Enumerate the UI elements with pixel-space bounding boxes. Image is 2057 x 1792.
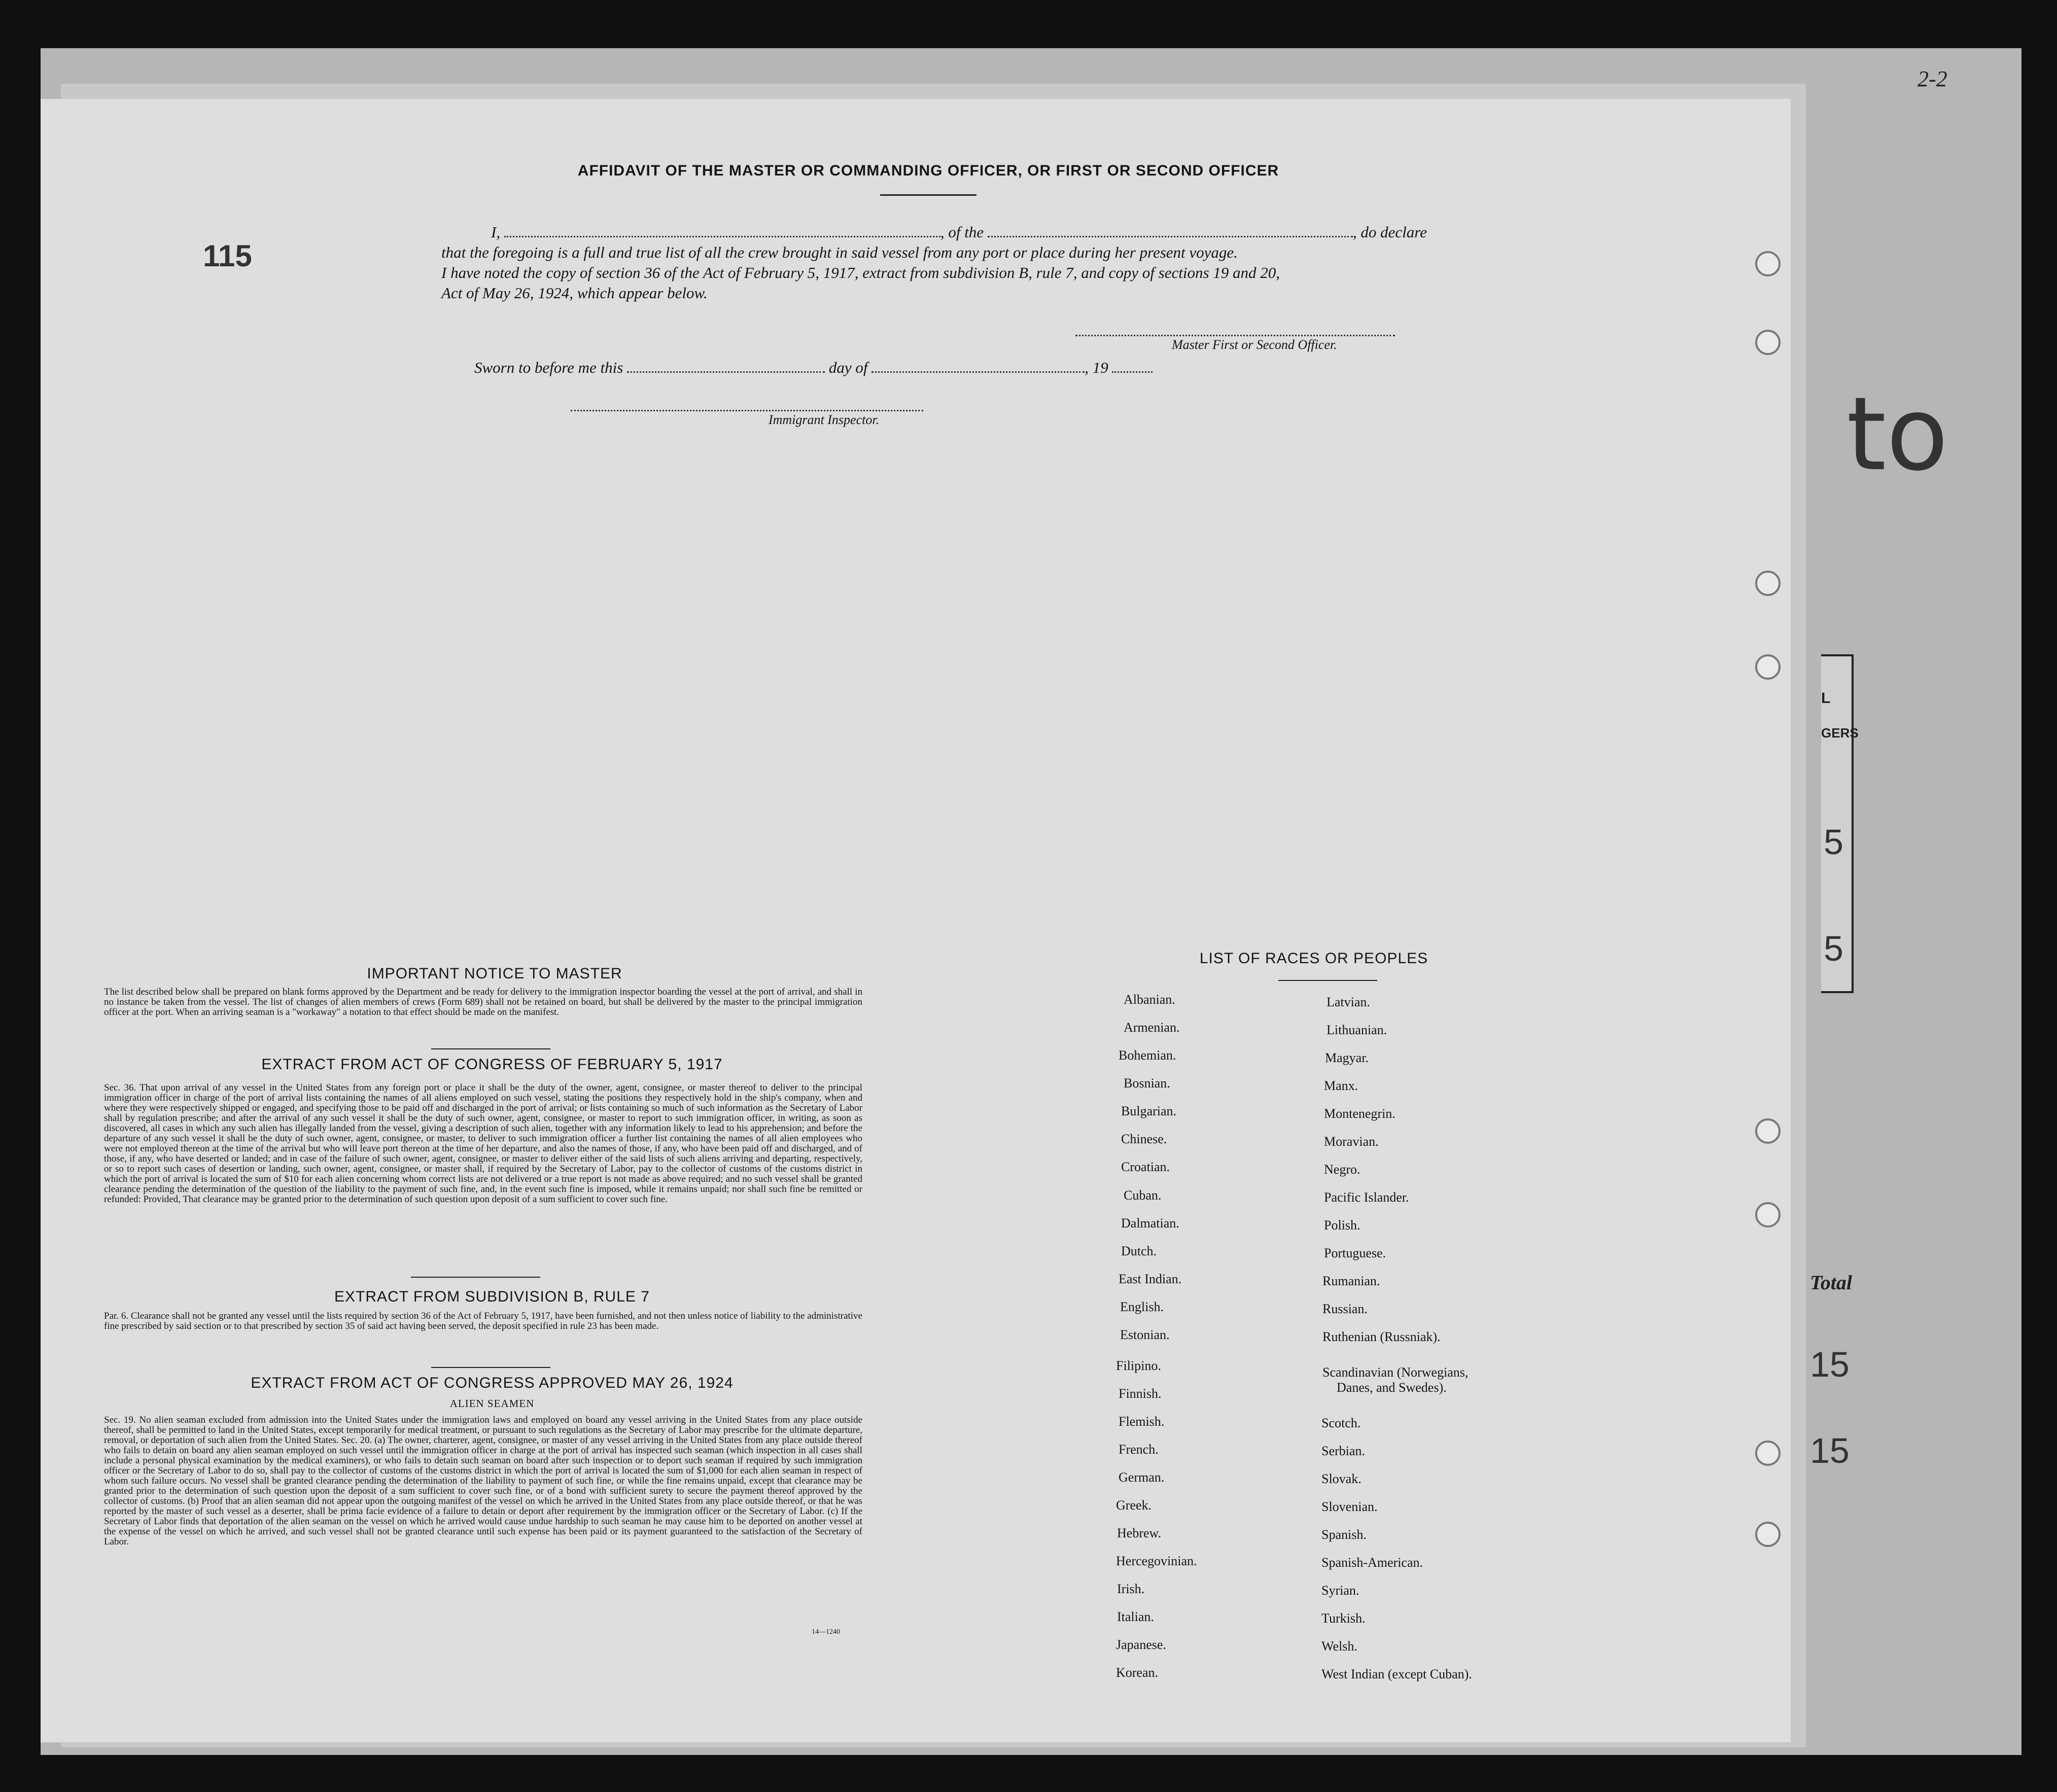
race-item: Dutch. [1121, 1244, 1157, 1258]
race-item: Italian. [1117, 1609, 1154, 1624]
race-item: Japanese. [1116, 1637, 1166, 1652]
race-item: Bosnian. [1124, 1076, 1170, 1091]
sworn-text: Sworn to before me this [474, 359, 623, 376]
race-item: Rumanian. [1322, 1274, 1380, 1288]
race-item: Armenian. [1124, 1020, 1180, 1035]
affidavit-title: AFFIDAVIT OF THE MASTER OR COMMANDING OFFICER, OR FIRST OR SECOND OFFICER [577, 162, 1279, 179]
races-title: LIST OF RACES OR PEOPLES [1199, 950, 1428, 967]
race-item: Portuguese. [1324, 1246, 1386, 1260]
race-item: Ruthenian (Russniak). [1322, 1329, 1441, 1344]
race-item: Moravian. [1324, 1134, 1379, 1149]
sworn-day-of: day of [828, 359, 868, 376]
declaration-line-3: I have noted the copy of section 36 of the Act of February 5, 1917, extract from subdivision B, rule 7, and copy of sections 19 and 20, [441, 264, 1280, 282]
race-item: Scandinavian (Norwegians, [1322, 1365, 1469, 1380]
extract-rule7-body: Par. 6. Clearance shall not be granted any vessel until the lists required by section 36 of the Act of February 5, 1917, have been furnished, and not then unless notice of liability to the administrative fine prescribed by said section or to that prescribed by section 35 of said act having been served, the deposit specified in rule 23 has been made. [104, 1311, 862, 1331]
sworn-year-blank [1112, 371, 1153, 373]
underlying-total-b: 15 [1810, 1431, 1850, 1470]
race-item: Serbian. [1321, 1444, 1365, 1458]
race-item: Danes, and Swedes). [1337, 1380, 1447, 1395]
punch-hole [1755, 1440, 1781, 1466]
punch-hole [1755, 1202, 1781, 1227]
notice-title: IMPORTANT NOTICE TO MASTER [367, 965, 622, 982]
declaration-line-4: Act of May 26, 1924, which appear below. [441, 284, 708, 302]
declaration-line-1 [491, 223, 1427, 241]
race-item: Latvian. [1327, 995, 1370, 1009]
declaration-do-declare: , do declare [1352, 223, 1427, 241]
punch-hole [1755, 1118, 1781, 1144]
race-item: Greek. [1116, 1498, 1152, 1513]
races-rule [1278, 980, 1377, 981]
race-item: Magyar. [1325, 1050, 1369, 1065]
race-item: Negro. [1324, 1162, 1361, 1177]
punch-hole [1755, 330, 1781, 355]
punch-hole [1755, 251, 1781, 276]
race-item: Albanian. [1124, 992, 1175, 1007]
underlying-header-fragment-top: L [1821, 690, 1831, 707]
form-number: 14—1240 [812, 1628, 840, 1636]
race-item: Cuban. [1124, 1188, 1162, 1203]
extract-1924-title: EXTRACT FROM ACT OF CONGRESS APPROVED MAY 26, 1924 [251, 1375, 734, 1391]
race-item: West Indian (except Cuban). [1321, 1667, 1472, 1681]
punch-hole [1755, 1522, 1781, 1547]
race-item: Slovak. [1321, 1471, 1362, 1486]
sworn-month-blank [871, 371, 1085, 373]
page-number-handwritten: 2-2 [1917, 66, 1947, 91]
inspector-signature-label: Immigrant Inspector. [769, 412, 880, 427]
race-item: Pacific Islander. [1324, 1190, 1409, 1205]
race-item: Slovenian. [1321, 1499, 1378, 1514]
notice-rule [431, 1048, 550, 1049]
race-item: Dalmatian. [1121, 1216, 1179, 1231]
race-item: Polish. [1324, 1218, 1361, 1233]
race-item: Syrian. [1321, 1583, 1359, 1598]
sworn-day-blank [627, 371, 825, 373]
punch-hole [1755, 654, 1781, 680]
race-item: English. [1120, 1299, 1164, 1314]
race-item: Filipino. [1116, 1358, 1161, 1373]
race-item: Manx. [1324, 1078, 1358, 1093]
race-item: Irish. [1117, 1582, 1145, 1596]
sworn-year: , 19 [1085, 359, 1108, 376]
handwritten-mark: to [1846, 375, 1948, 494]
extract-1924-subtitle: ALIEN SEAMEN [449, 1397, 535, 1410]
race-item: Russian. [1322, 1302, 1368, 1316]
race-item: Welsh. [1321, 1639, 1357, 1654]
extract-rule7-title: EXTRACT FROM SUBDIVISION B, RULE 7 [334, 1288, 650, 1305]
underlying-total-label: Total [1810, 1271, 1852, 1294]
underlying-header-fragment: GERS [1821, 725, 1859, 741]
race-item: French. [1119, 1442, 1159, 1457]
race-item: Turkish. [1321, 1611, 1366, 1626]
race-item: Hercegovinian. [1116, 1554, 1197, 1568]
race-item: Bulgarian. [1121, 1104, 1177, 1118]
declaration-of-the: , of the [940, 223, 984, 241]
sworn-line [474, 359, 1153, 377]
race-item: East Indian. [1119, 1272, 1182, 1286]
vessel-blank [988, 236, 1353, 237]
extract-rule7-rule [431, 1367, 550, 1368]
race-item: Spanish. [1321, 1527, 1367, 1542]
master-signature-label: Master First or Second Officer. [1172, 337, 1337, 352]
race-item: Croatian. [1121, 1159, 1170, 1174]
race-item: Chinese. [1121, 1132, 1167, 1146]
underlying-count-b: 5 [1824, 929, 1843, 968]
notice-body: The list described below shall be prepared on blank forms approved by the Department and be ready for delivery to the immigration inspector boarding the vessel at the port of arrival, and shall in no instance be taken from the vessel. The list of changes of alien members of crews (Form 689) shall not be retained on board, but shall be delivered by the master to the principal immigration officer at the port. When an arriving seaman is a "workaway" a notation to that effect should be made on the manifest. [104, 987, 862, 1017]
race-item: Lithuanian. [1327, 1023, 1387, 1037]
race-item: Montenegrin. [1324, 1106, 1396, 1121]
extract-1917-rule [411, 1277, 540, 1278]
underlying-count-a: 5 [1824, 822, 1843, 862]
underlying-total-a: 15 [1810, 1345, 1850, 1384]
race-item: Scotch. [1321, 1416, 1361, 1430]
race-item: Bohemian. [1119, 1048, 1176, 1063]
race-item: Korean. [1116, 1665, 1159, 1680]
race-item: Hebrew. [1117, 1526, 1162, 1540]
race-item: Spanish-American. [1321, 1555, 1423, 1570]
race-item: Estonian. [1120, 1327, 1170, 1342]
declaration-i: I, [491, 223, 501, 241]
title-rule [880, 194, 977, 196]
stamp-mark: 115 [203, 239, 252, 273]
name-blank [504, 236, 940, 237]
declaration-line-2: that the foregoing is a full and true list of all the crew brought in said vessel from any port or place during her present voyage. [441, 243, 1238, 261]
extract-1917-title: EXTRACT FROM ACT OF CONGRESS OF FEBRUARY 5, 1917 [261, 1056, 723, 1073]
extract-1917-body: Sec. 36. That upon arrival of any vessel in the United States from any foreign port or place it shall be the duty of the owner, agent, consignee, or master thereof to deliver to the principal immigration officer in charge of the port of arrival lists containing the names of all aliens employed on such vessel, stating the positions they respectively hold in the ship's company, when and where they were respectively shipped or engaged, and specifying those to be paid off and discharged in the port of arrival; or lists containing so much of such information as the Secretary of Labor shall by regulation prescribe; and after the arrival of any such vessel it shall be the duty of such owner, agent, consignee, or master to report to such immigration officer, in writing, as soon as discovered, all cases in which any such alien has illegally landed from the vessel, giving a description of such alien, together with any information likely to lead to his apprehension; and before the departure of any such vessel it shall be the duty of such owner, agent, consignee, or master, to deliver to such immigration officer a further list containing the names of all alien employees who were not employed thereon at the time of the arrival but who will leave port thereon at the time of her departure, and also the names of those, if any, who have been paid off and discharged, and of those, if any, who have deserted or landed; and in case of the failure of such owner, agent, consignee, or master to deliver either of the said lists of such aliens arriving and departing, respectively, or so to report such cases of desertion or landing, such owner, agent, consignee, or master shall, if required by the Secretary of Labor, pay to the collector of customs of the customs district in which the port of arrival is located the sum of $10 for each alien concerning whom correct lists are not delivered or a true report is not made as above required; and no such vessel shall be granted clearance pending the determination of the question of the liability to the payment of such fine, and, in the event such fine is imposed, while it remains unpaid; nor shall such fine be remitted or refunded: Provided, That clearance may be granted prior to the determination of such question upon deposit of a sum sufficient to cover such fine. [104, 1082, 862, 1205]
inspector-signature-line [571, 410, 923, 411]
race-item: Finnish. [1119, 1386, 1162, 1401]
master-signature-line [1075, 335, 1395, 336]
race-item: Flemish. [1119, 1414, 1165, 1429]
race-item: German. [1119, 1470, 1165, 1485]
extract-1924-body: Sec. 19. No alien seaman excluded from admission into the United States under the immigration laws and employed on board any vessel arriving in the United States from any place outside thereof, shall be permitted to land in the United States, except temporarily for medical treatment, or pursuant to such regulations as the Secretary of Labor may prescribe for the ultimate departure, removal, or deportation of such alien from the United States. Sec. 20. (a) The owner, charterer, agent, consignee, or master of any vessel arriving in the United States from any place outside thereof who fails to detain on board any alien seaman employed on such vessel until the immigration officer in charge at the port of arrival has inspected such seaman (which inspection in all cases shall include a personal physical examination by the medical examiners), or who fails to detain such seaman on board after such inspection or to deport such seaman if required by such immigration officer or the Secretary of Labor to do so, shall pay to the collector of customs of the customs district in which the port of arrival is located the sum of $1,000 for each alien seaman in respect of whom such failure occurs. No vessel shall be granted clearance pending the determination of the liability to payment of such fine, or while the fine remains unpaid, except that clearance may be granted prior to the determination of such question upon the deposit of a sum sufficient to cover such fine, or of a bond with sufficient surety to secure the payment thereof approved by the collector of customs. (b) Proof that an alien seaman did not appear upon the outgoing manifest of the vessel on which he arrived in the United States from any place outside thereof, or that he was reported by the master of such vessel as a deserter, shall be prima facie evidence of a failure to detain or deport after requirement by the immigration officer or the Secretary of Labor. (c) If the Secretary of Labor finds that deportation of the alien seaman on the vessel on which he arrived would cause undue hardship to such seaman he may cause him to be deported on another vessel at the expense of the vessel on which he arrived, and such vessel shall not be granted clearance until such expense has been paid or its payment guaranteed to the satisfaction of the Secretary of Labor. [104, 1415, 862, 1547]
punch-hole [1755, 571, 1781, 596]
